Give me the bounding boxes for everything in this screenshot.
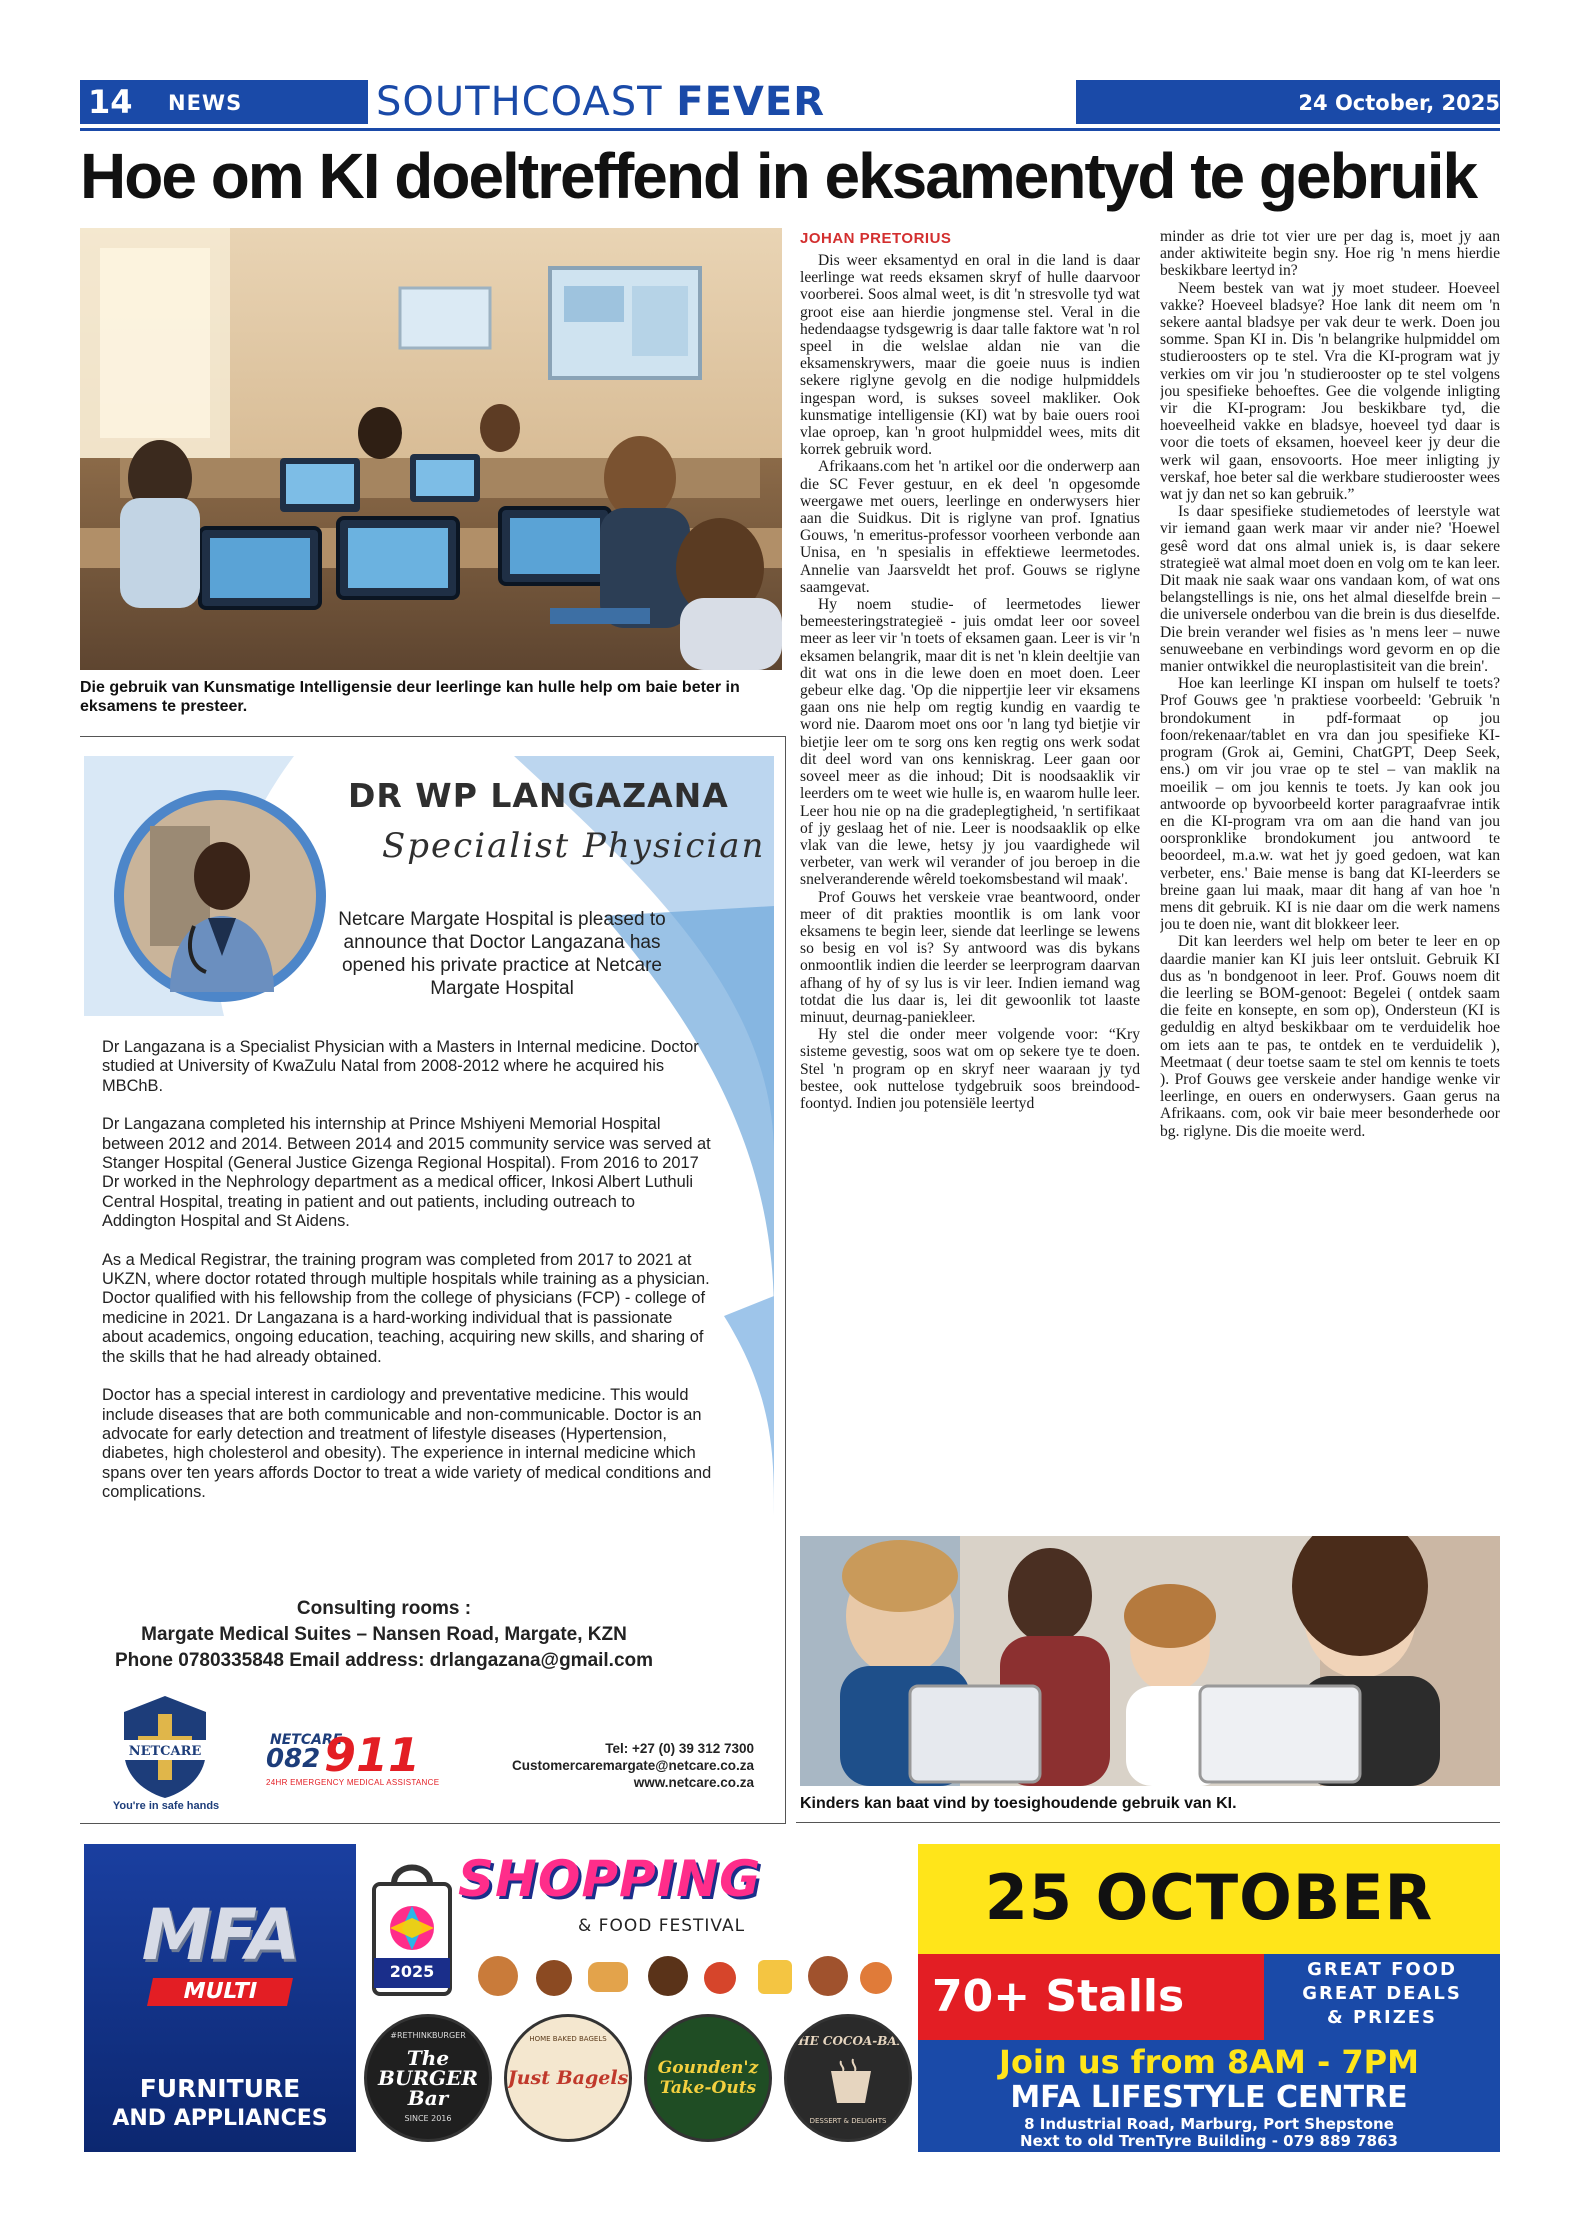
vendor-top-text: #RETHINKBURGER bbox=[390, 2031, 466, 2040]
festival-year: 2025 bbox=[389, 1962, 435, 1981]
mfa-multi-badge: MULTI bbox=[147, 1978, 293, 2006]
mfa-line-2: AND APPLIANCES bbox=[112, 2106, 328, 2131]
netcare-911-suffix: 911 bbox=[324, 1728, 421, 1782]
event-stalls: 70+ Stalls bbox=[932, 1971, 1185, 2022]
netcare-911-number: 082 bbox=[266, 1744, 321, 1774]
header-rule bbox=[80, 128, 1500, 131]
mfa-tagline bbox=[84, 2074, 356, 2134]
event-address bbox=[918, 2116, 1500, 2150]
kids-illustration bbox=[800, 1536, 1500, 1786]
doctor-bio bbox=[102, 1038, 712, 1522]
mfa-multi-ad-panel bbox=[84, 1844, 356, 2152]
netcare-911-brand: NETCARE bbox=[270, 1732, 343, 1748]
article-paragraph: Hy noem studie- of leermetodes liewer bemeesteringstrategieë - juis omdat leer oor soveel meer as leer vir 'n toets of eksamen gaan. Leer is vir 'n eksamen belangrik, maar dit is net 'n klein deeltjie van dit wat ons in die lewe doen en moet doen. Leer gebeur elke dag. 'Op die nippertjie leer vir eksamens gaan ons nie help om regtig kundig en vaardig te word nie. Daarom moet ons oor 'n lang tyd bietjie vir bietjie leer om te sorg ons ken regtig ons werk sodat dit deel word van ons kenniskrag. Leer gaan oor soveel meer as die inhoud; Dit is noodsaaklik vir leerders om te weet wie hulle is, en waarom hulle leer. Leer hou nie op na die gradeplegtigheid, 'n sertifikaat of jy geslaag het of nie. Leer is noodsaaklik op elke vlak van die lewe, hetsy jy jou vaardighede wil verbeter, van werk wil verander of jou beroep in die snelveranderende wêreld toekomsbestand wil maak'. bbox=[800, 596, 1140, 889]
article-paragraph: Is daar spesifieke studiemetodes of leerstyle wat vir iemand gaan werk maar vir ander nie? 'Hoewel gesê word dat ons almal uniek is, is daar sekere strategieë wat almal moet doen en volg om te kan leer. Dit maak nie saak waar ons vandaan kom, of wat ons belangstellings is nie, ons het almal dieselfde brein – die universele onderbou van die brein is dus dieselfde. Die brein verander wel fisies as 'n mens leer – nuwe senuweebane en verbindings word gevorm en op die manier ontwikkel die neuroplastisiteit van die brein'. bbox=[1160, 503, 1500, 676]
netcare-contact bbox=[464, 1740, 754, 1791]
food-strip bbox=[468, 1942, 898, 2002]
vendor-name: THE COCOA-BAR bbox=[789, 2034, 907, 2048]
masthead bbox=[376, 76, 825, 126]
event-venue: MFA LIFESTYLE CENTRE bbox=[1010, 2080, 1408, 2115]
kids-photo bbox=[800, 1536, 1500, 1786]
masthead-bold: FEVER bbox=[676, 79, 826, 125]
consult-heading: Consulting rooms : bbox=[296, 1598, 472, 1619]
festival-title: SHOPPING bbox=[458, 1850, 762, 1908]
ad-announcement: Netcare Margate Hospital is pleased to announce that Doctor Langazana has opened his private practice at Netcare Margate Hospital bbox=[338, 909, 666, 999]
mfa-line-1: FURNITURE bbox=[139, 2074, 301, 2103]
netcare-shield-logo bbox=[110, 1692, 220, 1802]
article-paragraph: Hoe kan leerlinge KI inspan om hulself te toets? Prof Gouws gee 'n praktiese voorbeeld: 'Gebruik 'n brondokument in pdf-formaat op jou foon/rekenaar/tablet en vra dan jou spesifieke KI-program (Grok ai, Gemini, ChatGPT, Deep Seek, ens.) om vir jou vrae op te stel – van maklik na moeilik – om jou kennis te toets. Jy kan ook jou antwoorde op byvoorbeeld korter paragraafvrae intik en die KI-program vra om aan die hand van jou oorspronklike brondokument jou antwoord te beoordeel, m.a.w. wat het jy goed gedoen, wat kan verbeter, ens.' Baie mense is bang dat KI-leerders se breine gaan lui maak, maar dit hang af van hoe 'n mens dit gebruik. KI is nie daar om die werk namens jou te doen nie, want dit blokkeer leer. bbox=[1160, 675, 1500, 934]
kids-photo-caption: Kinders kan baat vind by toesighoudende gebruik van KI. bbox=[800, 1795, 1237, 1812]
vendor-name: The BURGER Bar bbox=[378, 2046, 478, 2110]
event-hours: Join us from 8AM - 7PM bbox=[999, 2043, 1419, 2081]
classroom-photo-caption: Die gebruik van Kunsmatige Intelligensie deur leerlinge kan hulle help om baie beter in eksamens te presteer. bbox=[80, 679, 740, 715]
deal-line: GREAT DEALS bbox=[1302, 1983, 1462, 2004]
article-paragraph: Afrikaans.com het 'n artikel oor die onderwerp aan die SC Fever gestuur, en ek deel 'n opgesomde weergawe met ouers, leerlinge en onderwysers hier aan die Suidkus. Dit is riglyne van prof. Ignatius Gouws, 'n emeritus-professor voorheen verbonde aan Unisa, en 'n spesialis in effektiewe leermetodes. Annelie van Jaarsveldt het prof. Gouws se riglyne saamgevat. bbox=[800, 458, 1140, 596]
byline: JOHAN PRETORIUS bbox=[800, 230, 952, 247]
masthead-light: SOUTHCOAST bbox=[376, 79, 663, 125]
netcare-website[interactable]: www.netcare.co.za bbox=[633, 1775, 754, 1790]
netcare-911-sub: 24HR EMERGENCY MEDICAL ASSISTANCE bbox=[266, 1778, 440, 1787]
netcare-911-logo bbox=[266, 1728, 456, 1802]
netcare-tel: Tel: +27 (0) 39 312 7300 bbox=[605, 1741, 754, 1756]
vendor-logo-goundenz bbox=[644, 2014, 772, 2142]
vendor-logo-burger-bar bbox=[364, 2014, 492, 2142]
mfa-logo: MFA bbox=[141, 1894, 299, 1976]
netcare-email[interactable]: Customercaremargate@netcare.co.za bbox=[511, 1758, 754, 1773]
event-address-line-2: Next to old TrenTyre Building - 079 889 7863 bbox=[1020, 2132, 1398, 2150]
doctor-portrait bbox=[110, 786, 330, 1006]
event-address-line-1: 8 Industrial Road, Marburg, Port Shepstone bbox=[1024, 2115, 1394, 2133]
article-paragraph: Dis weer eksamentyd en oral in die land is daar leerlinge wat reeds eksamen skryf of hulle daarvoor voorberei. Soos almal weet, is dit 'n stresvolle tyd wat groot eise aan hierdie jongmense stel. Veral in die hedendaagse tydsgewrig is daar talle faktore wat 'n rol speel in die welslae aldan nie van die eksamenskrywers, maar die goeie nuus is indien sekere riglyne gevolg en die nodige hulpmiddels ingespan word, is sukses soveel makliker. Ook kunsmatige intelligensie (KI) wat by baie ouers rooi vlae oproep, kan 'n groot hulpmiddel wees, mits dit korrek gebruik word. bbox=[800, 252, 1140, 459]
article-column-1 bbox=[800, 252, 1140, 1514]
vendor-top-text: HOME BAKED BAGELS bbox=[529, 2035, 607, 2043]
festival-subtitle: & FOOD FESTIVAL bbox=[578, 1916, 746, 1936]
bio-paragraph: Dr Langazana is a Specialist Physician with a Masters in Internal medicine. Doctor studied at University of KwaZulu Natal from 2008-2012 where he acquired his MBChB. bbox=[102, 1038, 699, 1095]
consult-address: Margate Medical Suites – Nansen Road, Margate, KZN bbox=[141, 1624, 627, 1645]
bio-paragraph: Dr Langazana completed his internship at Prince Mshiyeni Memorial Hospital between 2012 and 2014. Between 2014 and 2015 community service was served at Stanger Hospital (General Justice Gizenga Regional Hospital). From 2016 to 2017 Dr worked in the Nephrology department as a medical officer, Inkosi Albert Luthuli Central Hospital, treating in patient and out patients, including outreach to Addington Hospital and St Aidens. bbox=[102, 1115, 711, 1231]
page-number: 14 bbox=[88, 83, 133, 121]
deal-line: & PRIZES bbox=[1326, 2007, 1438, 2028]
consult-phone-email: Phone 0780335848 Email address: drlangazana@gmail.com bbox=[114, 1650, 654, 1671]
article-paragraph: Neem bestek van wat jy moet studeer. Hoeveel vakke? Hoeveel bladsye? Hoe lank dit neem om 'n sekere aantal bladsye per vak deur te werk. Doen jou somme. Span KI in. Dis 'n belangrike hulpmiddel om studieroosters op te stel. Vra die KI-program wat jy verkies om vir jou 'n studierooster op te stel volgens jou spesifieke behoeftes. Gee die volgende inligting vir die KI-program: Jou beskikbare tyd, die hoeveelheid vakke en bladsye, hoeveel tyd daar is voor die toets of eksamen, hoeveel keer jy deur die werk wil gaan, ensovoorts. Hoe meer inligting jy verskaf, hoe beter sal die werkbare studierooster wees wat jy dan net so kan gebruik.” bbox=[1160, 279, 1500, 504]
netcare-logo-text: NETCARE bbox=[128, 1744, 202, 1759]
bio-paragraph: As a Medical Registrar, the training program was completed from 2017 to 2021 at UKZN, where doctor rotated through multiple hospitals while training as a physician. Doctor qualified with his fellowship from the college of physicians (FCP) - college of medicine in 2021. Dr Langazana is a hard-working individual that is passionate about academics, ongoing education, teaching, acquiring new skills, and sharing of the skills that he had already obtained. bbox=[102, 1250, 710, 1366]
vendor-logo-just-bagels bbox=[504, 2014, 632, 2142]
consulting-rooms bbox=[84, 1596, 684, 1674]
article-bottom-rule bbox=[796, 1822, 1500, 1823]
coffee-cup-icon bbox=[821, 2057, 881, 2107]
issue-date: 24 October, 2025 bbox=[1298, 91, 1500, 115]
doctor-specialty: Specialist Physician bbox=[382, 826, 766, 866]
classroom-photo bbox=[80, 228, 782, 670]
article-paragraph: Hy stel die onder meer volgende voor: “Kry sisteme gevestig, soos wat om op sekere tye te doen. Stel 'n program op en skryf neer waaraan jy tyd bestee, ook nuttelose tydgebruik soos breindood-foontyd. Indien jou potensiële leertyd bbox=[800, 1026, 1140, 1112]
vendor-bottom-text: DESSERT & DELIGHTS bbox=[809, 2117, 887, 2125]
event-date: 25 OCTOBER bbox=[984, 1861, 1434, 1934]
doctor-name: DR WP LANGAZANA bbox=[348, 776, 729, 815]
doctor-ad bbox=[84, 756, 774, 1812]
shopping-bag-icon bbox=[364, 1854, 460, 2004]
netcare-tagline: You're in safe hands bbox=[112, 1800, 220, 1812]
event-deals bbox=[1264, 1958, 1500, 2030]
vendor-name: Gounden'z Take-Outs bbox=[657, 2058, 759, 2098]
article-paragraph: Dit kan leerders wel help om beter te leer en op daardie manier kan KI juis leer ontsluit. Gebruik KI dus as 'n bondgenoot in leer. Prof. Gouws noem dit die leerling se BOM-genoot: Begelei ( ontdek saam die feite en konsepte, en som op), Ondersteun (KI is geduldig en altyd beskikbaar om te verduidelik hoe om iets aan te pas, te ontdek en te verduidelik ), Meetmaat ( deur toetse saam te stel om kennis te toets ). Prof Gouws gee verskeie ander handige wenke vir leerlinge, en ouers en onderwysers. Gaan gerus na Afrikaans. com, ook vir baie meer besonderhede oor bg. riglyne. Dis die moeite werd. bbox=[1160, 933, 1500, 1140]
classroom-illustration bbox=[80, 228, 782, 670]
shopping-festival-panel bbox=[356, 1844, 918, 2152]
headline: Hoe om KI doeltreffend in eksamentyd te gebruik bbox=[80, 140, 1477, 212]
section-label: NEWS bbox=[168, 91, 243, 115]
article-paragraph: minder as drie tot vier ure per dag is, moet jy aan ander aktiwiteite begin sny. Hoe rig 'n mens hierdie beskikbare leertyd in? bbox=[1160, 228, 1500, 280]
deal-line: GREAT FOOD bbox=[1307, 1959, 1457, 1980]
event-info-panel bbox=[918, 1844, 1500, 2152]
vendor-name: Just Bagels bbox=[507, 2067, 629, 2089]
vendor-logo-cocoa-bar bbox=[784, 2014, 912, 2142]
article-paragraph: Prof Gouws het verskeie vrae beantwoord, onder meer of dit prakties moontlik is om lank voor eksamens te begin leer, siende dat leerlinge se lewens so besig en vol is? Sy antwoord was dis bykans onmoontlik indien die leerder se leerprogram daarvan afhang of hy of sy lus is vir leer. Indien iemand wag totdat die lus daar is, lei dit gewoonlik tot laaste minuut, deurnag-paniekleer. bbox=[800, 888, 1140, 1026]
article-column-2 bbox=[1160, 228, 1500, 1518]
vendor-bottom-text: SINCE 2016 bbox=[404, 2114, 452, 2123]
bio-paragraph: Doctor has a special interest in cardiology and preventative medicine. This would include diseases that are both communicable and non-communicable. Doctor is an advocate for early detection and treatment of lifestyle diseases (Hypertension, diabetes, high cholesterol and obesity). The experience in internal medicine which spans over ten years affords Doctor to treat a wide variety of medical conditions and complications. bbox=[102, 1386, 712, 1502]
